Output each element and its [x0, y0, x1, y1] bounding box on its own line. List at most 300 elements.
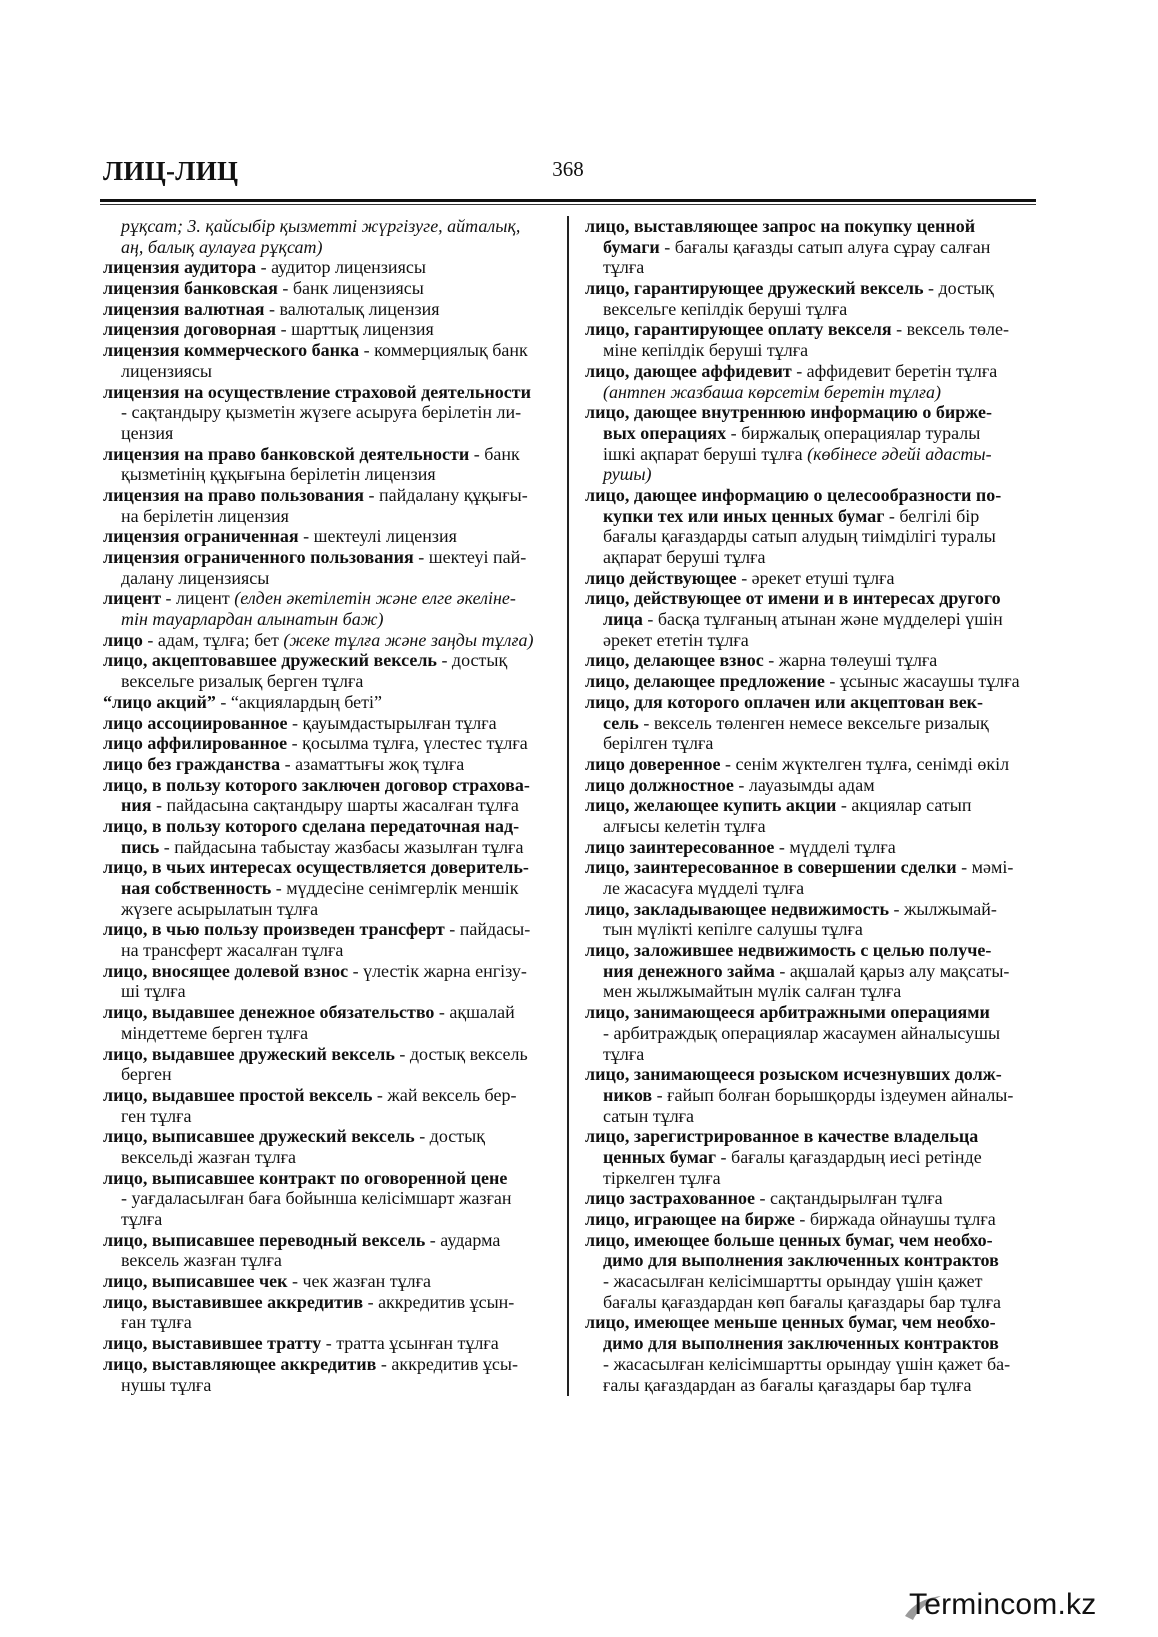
entry-line	[585, 1230, 1033, 1251]
headword: лицо, имеющее меньше ценных бумаг, чем необхо-	[585, 1312, 996, 1333]
headword: ния денежного займа	[603, 960, 775, 981]
translation: - сақтандыру қызметін жүзеге асыруға берілетін ли-	[121, 402, 522, 423]
headword: лицензия аудитора	[103, 257, 257, 278]
entry-line	[585, 1375, 1033, 1396]
dictionary-entry	[103, 1085, 549, 1126]
dictionary-entry	[103, 1292, 549, 1333]
translation: - мүдделі тұлға	[774, 836, 896, 857]
translation: сатын тұлға	[603, 1105, 695, 1126]
translation: - бағалы қағазды сатып алуға сұрау салған	[659, 236, 991, 257]
translation: - банк лицензиясы	[277, 278, 424, 299]
entry-line	[103, 588, 549, 609]
headword: лицо, закладывающее недвижимость	[585, 898, 889, 919]
translation: тұлға	[603, 1043, 645, 1064]
logo-text: Termincom.kz	[909, 1588, 1097, 1621]
translation: - тратта ұсынған тұлға	[321, 1333, 499, 1354]
translation: - аудитор лицензиясы	[256, 257, 426, 278]
headword: лицо, заинтересованное в совершении сделки	[585, 857, 957, 878]
headword: лица	[603, 609, 643, 630]
entry-line	[103, 1271, 549, 1292]
translation: - жасасылған келісімшартты орындау үшін қажет	[603, 1271, 983, 1292]
headword: лицо, дающее аффидевит	[585, 360, 792, 381]
dictionary-entry	[585, 795, 1033, 836]
entry-line	[103, 547, 549, 568]
entry-line	[103, 526, 549, 547]
entry-line	[585, 1085, 1033, 1106]
headword: лицо, дающее информацию о целесообразности по-	[585, 484, 1002, 505]
dictionary-entry	[585, 650, 1033, 671]
translation: - азаматтығы жоқ тұлға	[280, 753, 465, 774]
translation: алғысы келетін тұлға	[603, 815, 766, 836]
translation: - шарттық лицензия	[276, 319, 434, 340]
dictionary-entry	[103, 340, 549, 381]
headword: лицо, выписавшее переводный вексель	[103, 1229, 426, 1250]
headword: лицо	[103, 629, 143, 650]
dictionary-entry	[585, 361, 1033, 402]
translation: - аударма	[425, 1229, 501, 1250]
entry-line	[103, 464, 549, 485]
translation: тұлға	[121, 1209, 163, 1229]
headword: лицо, дающее внутреннюю информацию о бирже-	[585, 402, 993, 423]
translation: - шектеулі лицензия	[298, 526, 457, 547]
entry-line	[585, 1292, 1033, 1313]
dictionary-entry	[103, 1271, 549, 1292]
entry-line	[585, 506, 1033, 527]
headword: лицензия на право пользования	[103, 484, 365, 505]
translation: - пайдалану құқығы-	[364, 484, 528, 505]
entry-line	[103, 1106, 549, 1127]
headword: лицо, занимающееся розыском исчезнувших долж-	[585, 1064, 1002, 1085]
entry-line	[585, 878, 1033, 899]
entry-line	[103, 1333, 549, 1354]
translation: тіркелген тұлға	[603, 1167, 721, 1188]
dictionary-entry	[103, 650, 549, 691]
translation: вексель жазған тұлға	[121, 1250, 282, 1271]
dictionary-entry	[103, 1230, 549, 1271]
entry-line	[103, 816, 549, 837]
dictionary-entry	[585, 485, 1033, 568]
entry-line	[103, 1147, 549, 1168]
translation: міне кепілдік беруші тұлға	[603, 340, 809, 361]
entry-line	[103, 940, 549, 961]
entry-line	[585, 692, 1033, 713]
entry-line	[103, 1292, 549, 1313]
translation: - ақшалай	[434, 1002, 515, 1023]
entry-line	[103, 1354, 549, 1375]
entry-line	[585, 278, 1033, 299]
translation: - шектеуі пай-	[413, 547, 527, 567]
entry-line	[103, 1002, 549, 1023]
entry-line	[585, 1002, 1033, 1023]
headword: лицо, выставившее тратту	[103, 1333, 322, 1354]
entry-line	[103, 961, 549, 982]
headword: лицо, делающее взнос	[585, 650, 764, 671]
entry-line	[103, 237, 549, 258]
headword: лицо, для которого оплачен или акцептован век-	[585, 691, 984, 712]
headword: димо для выполнения заключенных контрактов	[603, 1333, 999, 1354]
entry-line	[103, 1044, 549, 1065]
headword: лицо, в чью пользу произведен трансферт	[103, 919, 445, 940]
translation: вексельге ризалық берген тұлға	[121, 671, 364, 692]
entry-line	[103, 1312, 549, 1333]
entry-line	[585, 485, 1033, 506]
entry-line	[585, 1271, 1033, 1292]
dictionary-entry	[103, 816, 549, 857]
entry-line	[103, 382, 549, 403]
column-divider	[567, 216, 569, 1396]
headword: ная собственность	[121, 878, 272, 898]
note: рұқсат; 3. қайсыбір қызметті жүргізуге, айталық,	[121, 216, 521, 236]
headword: лицензия на осуществление страховой деятельности	[103, 381, 531, 402]
dictionary-entry	[585, 402, 1033, 485]
entry-line	[585, 609, 1033, 630]
translation: - ұсыныс жасаушы тұлға	[824, 671, 1020, 692]
dictionary-entry	[585, 1064, 1033, 1126]
entry-line	[103, 444, 549, 465]
entry-line	[585, 1044, 1033, 1065]
headword: вых операциях	[603, 422, 727, 443]
dictionary-entry	[585, 692, 1033, 754]
entry-line	[103, 1023, 549, 1044]
translation: - аффидевит беретін тұлға	[791, 360, 998, 381]
translation: - банк	[469, 443, 520, 464]
dictionary-entry	[103, 1354, 549, 1395]
translation: - аккредитив ұсы-	[376, 1353, 518, 1374]
headword: лицо, играющее на бирже	[585, 1209, 795, 1229]
dictionary-entry	[103, 588, 549, 629]
entry-line	[585, 837, 1033, 858]
translation: - достық вексель	[394, 1043, 528, 1064]
translation: - мәмі-	[956, 857, 1014, 878]
dictionary-entry	[103, 857, 549, 919]
translation: - уағдаласылған баға бойынша келісімшарт жазған	[121, 1188, 512, 1209]
header-rule-thin	[100, 204, 1036, 205]
translation: - вексель төле-	[891, 319, 1009, 340]
translation: - акциялар сатып	[836, 795, 972, 816]
translation: - достық	[414, 1126, 485, 1147]
entry-line	[103, 299, 549, 320]
translation: - пайдасы-	[444, 919, 531, 940]
translation: - сақтандырылған тұлға	[754, 1188, 943, 1209]
headword: лицензия коммерческого банка	[103, 340, 360, 361]
translation: - вексель төленген немесе вексельге ризалық	[638, 712, 989, 733]
translation: - қосылма тұлға, үлестес тұлға	[287, 733, 528, 754]
translation: бағалы қағаздарды сатып алудың тиімділігі туралы	[603, 526, 996, 547]
dictionary-entry	[585, 899, 1033, 940]
entry-line	[585, 857, 1033, 878]
entry-line	[585, 464, 1033, 485]
page-number: 368	[552, 157, 584, 181]
entry-line	[103, 402, 549, 423]
entry-line	[585, 1168, 1033, 1189]
translation: берілген тұлға	[603, 733, 714, 754]
headword: лицо, гарантирующее оплату векселя	[585, 319, 892, 340]
headword: ния	[121, 795, 152, 816]
note: (елден әкетілетін және елге әкеліне-	[234, 588, 516, 609]
translation: - әрекет етуші тұлға	[736, 567, 895, 588]
headword: лицо, выставляющее аккредитив	[103, 1353, 377, 1374]
dictionary-entry	[585, 837, 1033, 858]
headword: “лицо акций”	[103, 691, 216, 712]
entry-line	[103, 1230, 549, 1251]
translation: ле жасасуға мүдделі тұлға	[603, 878, 805, 898]
headword: лицо, выдавшее дружеский вексель	[103, 1043, 395, 1064]
entry-line	[103, 878, 549, 899]
dictionary-entry	[585, 216, 1033, 278]
dictionary-entry	[585, 671, 1033, 692]
headword: лицо, желающее купить акции	[585, 795, 837, 816]
dictionary-entry	[585, 1126, 1033, 1188]
entry-line	[103, 857, 549, 878]
dictionary-entry	[585, 278, 1033, 319]
translation: нушы тұлға	[121, 1374, 212, 1395]
dictionary-entry	[585, 1002, 1033, 1064]
entry-line	[103, 1375, 549, 1396]
carryover-text	[103, 216, 549, 257]
entry-line	[103, 506, 549, 527]
headword: лицо, акцептовавшее дружеский вексель	[103, 650, 437, 671]
headword: лицо, выписавшее чек	[103, 1271, 288, 1292]
headword: лицо заинтересованное	[585, 836, 775, 857]
entry-line	[585, 1064, 1033, 1085]
headword: лицо аффилированное	[103, 733, 288, 754]
translation: вексельге кепілдік беруші тұлға	[603, 298, 848, 319]
translation: ішкі ақпарат беруші тұлға	[603, 443, 808, 464]
entry-line	[585, 1126, 1033, 1147]
entry-line	[585, 1312, 1033, 1333]
entry-line	[103, 216, 549, 237]
entry-line	[585, 299, 1033, 320]
translation: - жасасылған келісімшартты орындау үшін қажет ба-	[603, 1353, 1011, 1374]
translation: бағалы қағаздардан көп бағалы қағаздары бар тұлға	[603, 1291, 1001, 1312]
headword: лицо, занимающееся арбитражными операциями	[585, 1002, 990, 1023]
dictionary-entry	[585, 568, 1033, 589]
translation: міндеттеме берген тұлға	[121, 1022, 309, 1043]
right-column	[585, 216, 1033, 1395]
headword: лицо должностное	[585, 774, 734, 795]
dictionary-entry	[585, 1209, 1033, 1230]
dictionary-entry	[103, 382, 549, 444]
dictionary-entry	[103, 257, 549, 278]
dictionary-entry	[103, 1126, 549, 1167]
entry-line	[103, 257, 549, 278]
entry-line	[585, 775, 1033, 796]
translation: - үлестік жарна енгізу-	[348, 960, 527, 981]
translation: - достық	[923, 278, 994, 299]
note: тін тауарлардан алынатын баж)	[121, 609, 384, 630]
entry-line	[585, 444, 1033, 465]
translation: қызметінің құқығына берілетін лицензия	[121, 464, 436, 485]
headword: лицо, выдавшее денежное обязательство	[103, 1002, 435, 1023]
dictionary-entry	[103, 775, 549, 816]
entry-line	[585, 961, 1033, 982]
entry-line	[585, 919, 1033, 940]
translation: берген	[121, 1064, 172, 1085]
entry-line	[103, 1126, 549, 1147]
entry-line	[103, 795, 549, 816]
headword: димо для выполнения заключенных контрактов	[603, 1250, 999, 1271]
translation: на трансферт жасалған тұлға	[121, 940, 344, 961]
entry-line	[103, 423, 549, 444]
translation: - коммерциялық банк	[359, 340, 528, 361]
note: рушы)	[603, 464, 652, 485]
headword: лицо, зарегистрированное в качестве владельца	[585, 1126, 979, 1147]
entry-line	[585, 257, 1033, 278]
headword: лицо, выставляющее запрос на покупку ценной	[585, 216, 976, 236]
headword: лицо, выписавшее дружеский вексель	[103, 1126, 415, 1147]
headword: лицо, имеющее больше ценных бумаг, чем необхо-	[585, 1229, 993, 1250]
entry-line	[585, 1333, 1033, 1354]
entry-line	[585, 382, 1033, 403]
dictionary-entry	[585, 1230, 1033, 1313]
headword: лицо, действующее от имени и в интересах другого	[585, 588, 1001, 609]
translation: - қауымдастырылған тұлға	[287, 712, 497, 733]
entry-line	[585, 1354, 1033, 1375]
entry-line	[103, 1188, 549, 1209]
translation: - адам, тұлға; бет	[142, 629, 284, 650]
entry-line	[103, 1250, 549, 1271]
entry-line	[585, 402, 1033, 423]
translation: ген тұлға	[121, 1105, 192, 1126]
translation: - пайдасына табыстау жазбасы жазылған тұлға	[159, 836, 524, 857]
entry-line	[103, 754, 549, 775]
headword: лицо, в пользу которого сделана передаточная над-	[103, 815, 520, 836]
translation: вексельді жазған тұлға	[121, 1146, 296, 1167]
dictionary-entry	[103, 733, 549, 754]
header-rule	[100, 199, 1036, 202]
headword: лицензия договорная	[103, 319, 277, 340]
translation: ші тұлға	[121, 981, 186, 1002]
translation: - бағалы қағаздардың иесі ретінде	[716, 1146, 982, 1167]
entry-line	[585, 795, 1033, 816]
translation: - белгілі бір	[884, 505, 980, 526]
translation: жүзеге асырылатын тұлға	[121, 898, 319, 919]
entry-line	[585, 899, 1033, 920]
dictionary-entry	[585, 857, 1033, 898]
entry-line	[103, 837, 549, 858]
dictionary-entry	[103, 1168, 549, 1230]
translation: әрекет ететін тұлға	[603, 629, 749, 650]
headword: лицо, вносящее долевой взнос	[103, 960, 349, 981]
headword: лицензия ограниченного пользования	[103, 547, 414, 567]
entry-line	[585, 568, 1033, 589]
dictionary-entry	[103, 444, 549, 485]
dictionary-entry	[103, 754, 549, 775]
headword: лицо, выдавшее простой вексель	[103, 1084, 373, 1105]
headword: лицо, в чьих интересах осуществляется доверитель-	[103, 857, 529, 878]
entry-line	[103, 692, 549, 713]
translation: на берілетін лицензия	[121, 505, 289, 526]
translation: ған тұлға	[121, 1312, 192, 1333]
entry-line	[103, 609, 549, 630]
dictionary-entry	[103, 485, 549, 526]
entry-line	[585, 1147, 1033, 1168]
left-column	[103, 216, 549, 1395]
note: аң, балық аулауға рұқсат)	[121, 236, 323, 257]
translation: - ақшалай қарыз алу мақсаты-	[774, 960, 1010, 981]
headword: купки тех или иных ценных бумаг	[603, 505, 885, 526]
dictionary-entry	[585, 1188, 1033, 1209]
translation: лицензиясы	[121, 360, 212, 381]
translation: - достық	[436, 650, 508, 671]
entry-line	[103, 340, 549, 361]
entry-line	[585, 981, 1033, 1002]
entry-line	[585, 1188, 1033, 1209]
entry-line	[585, 940, 1033, 961]
entry-line	[585, 423, 1033, 444]
entry-line	[585, 1250, 1033, 1271]
entry-line	[585, 733, 1033, 754]
note: (антпен жазбаша көрсетім беретін тұлға)	[603, 381, 942, 402]
translation: тұлға	[603, 257, 645, 278]
translation: - биржалық операциялар туралы	[726, 422, 981, 443]
entry-line	[585, 319, 1033, 340]
entry-line	[103, 775, 549, 796]
entry-line	[585, 713, 1033, 734]
dictionary-entry	[585, 1312, 1033, 1395]
translation: - басқа тұлғаның атынан және мүдделері үшін	[642, 609, 1003, 630]
running-head: ЛИЦ-ЛИЦ	[103, 156, 239, 186]
entry-line	[585, 630, 1033, 651]
note: (көбінесе әдейі адасты-	[807, 443, 992, 464]
dictionary-entry	[103, 1044, 549, 1085]
headword: лицензия на право банковской деятельности	[103, 443, 470, 464]
headword: ценных бумаг	[603, 1146, 717, 1167]
translation: - “акциялардың беті”	[215, 691, 382, 712]
dictionary-entry	[103, 299, 549, 320]
translation: - жарна төлеуші тұлға	[763, 650, 938, 671]
headword: лицо без гражданства	[103, 753, 281, 774]
entry-line	[103, 1209, 549, 1230]
headword: лицо, делающее предложение	[585, 671, 825, 692]
entry-line	[585, 237, 1033, 258]
entry-line	[103, 319, 549, 340]
dictionary-entry	[103, 919, 549, 960]
translation: цензия	[121, 422, 174, 443]
headword: сель	[603, 712, 639, 733]
entry-line	[103, 485, 549, 506]
headword: пись	[121, 836, 160, 857]
entry-line	[585, 216, 1033, 237]
translation: мен жылжымайтын мүлік салған тұлға	[603, 981, 902, 1002]
entry-line	[103, 671, 549, 692]
dictionary-entry	[585, 319, 1033, 360]
headword: лицо ассоциированное	[103, 712, 288, 733]
entry-line	[585, 1023, 1033, 1044]
translation: - арбитраждық операциялар жасаумен айналысушы	[603, 1022, 1001, 1043]
entry-line	[103, 361, 549, 382]
entry-line	[103, 713, 549, 734]
headword: лицо, в пользу которого заключен договор страхова-	[103, 774, 530, 795]
headword: бумаги	[603, 236, 660, 257]
entry-line	[103, 919, 549, 940]
dictionary-entry	[585, 588, 1033, 650]
entry-line	[585, 816, 1033, 837]
dictionary-entry	[585, 775, 1033, 796]
dictionary-entry	[103, 526, 549, 547]
entry-line	[103, 1085, 549, 1106]
headword: лицо, заложившее недвижимость с целью получе-	[585, 940, 992, 961]
headword: лицензия банковская	[103, 278, 278, 299]
entry-line	[103, 278, 549, 299]
translation: - лауазымды адам	[733, 774, 875, 795]
translation: - чек жазған тұлға	[287, 1271, 432, 1292]
headword: лицо, выставившее аккредитив	[103, 1291, 364, 1312]
translation: ғалы қағаздардан аз бағалы қағаздары бар тұлға	[603, 1374, 972, 1395]
translation: - пайдасына сақтандыру шарты жасалған тұлға	[151, 795, 519, 816]
translation: - мүддесіне сенімгерлік меншік	[271, 878, 519, 898]
dictionary-entry	[103, 319, 549, 340]
